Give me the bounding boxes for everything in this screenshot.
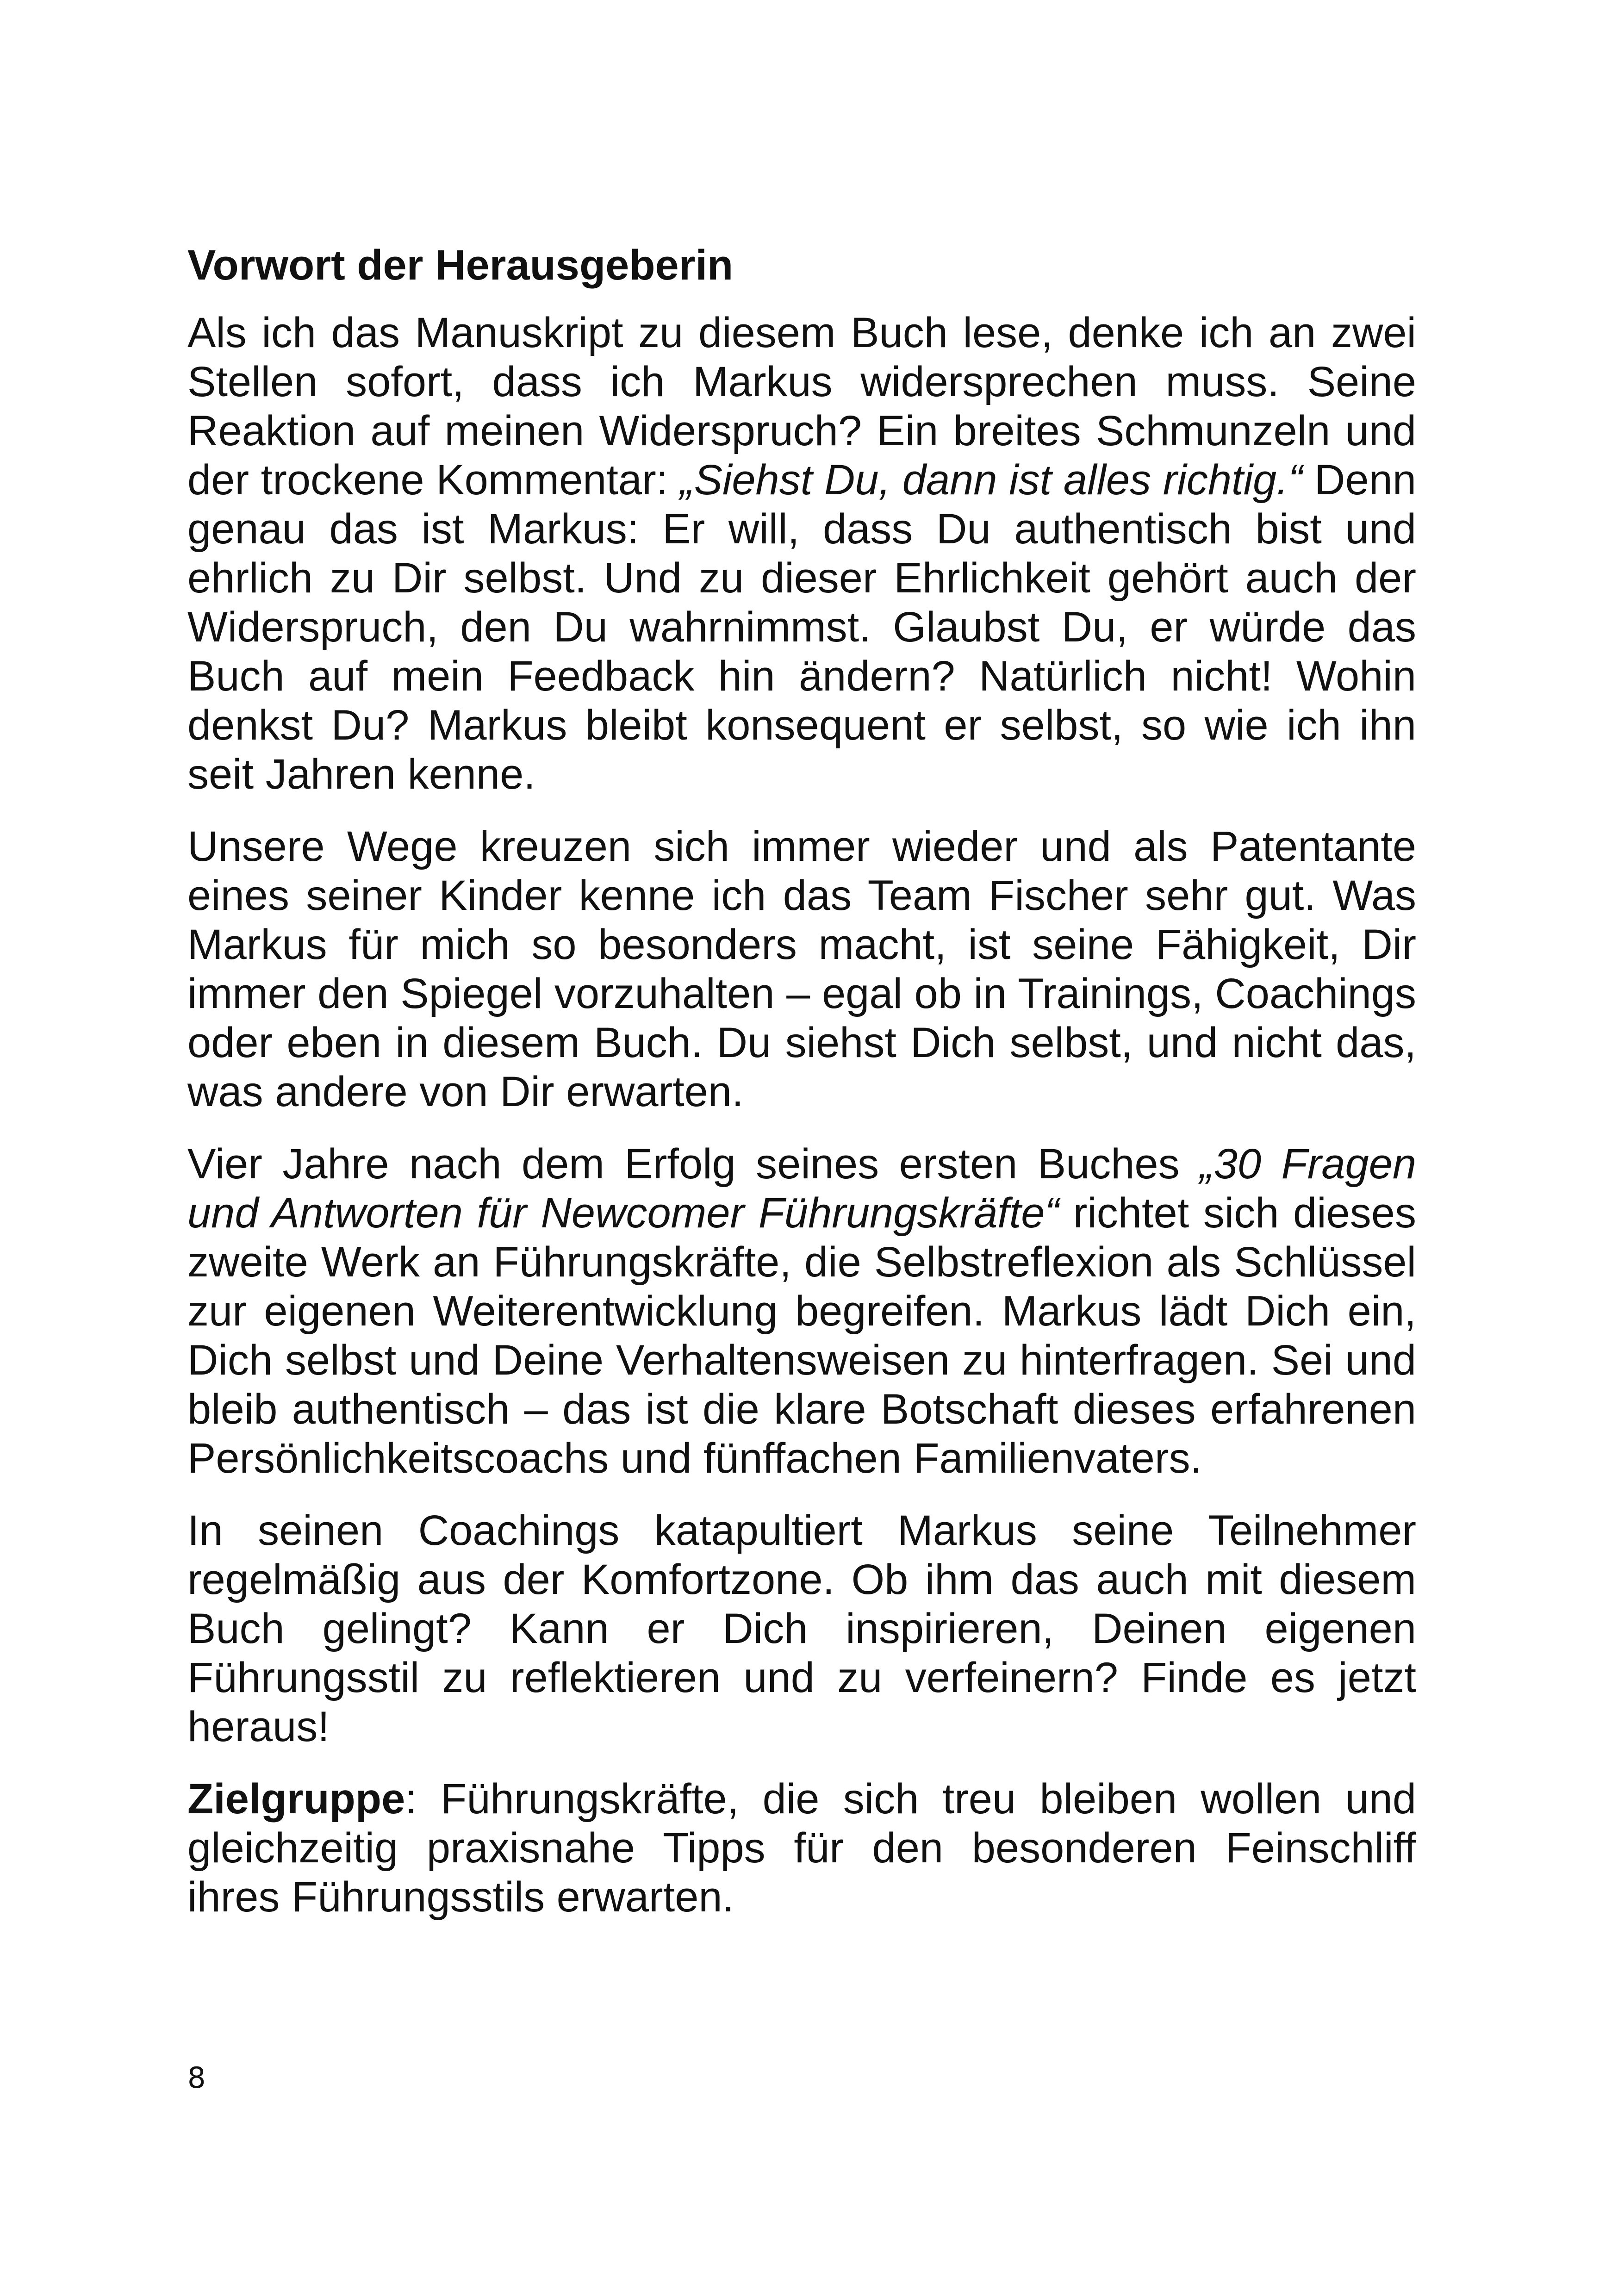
page-number: 8 — [187, 2061, 206, 2095]
paragraph-3 — [187, 1139, 1416, 1483]
document-page — [187, 241, 1416, 1945]
paragraph-5 — [187, 1774, 1416, 1922]
paragraph-3-text-a: Vier Jahre nach dem Erfolg seines ersten Buches — [187, 1140, 1200, 1188]
paragraph-1-text-b: Denn genau das ist Markus: Er will, dass Du authentisch bist und ehrlich zu Dir selbst. Und zu dieser Ehrlichkeit gehört auch der Widerspruch, den Du wahrnimmst. Glaubst Du, er würde das Buch auf mein Feedback hin ändern? Natürlich nicht! Wohin denkst Du? Markus bleibt konsequent er selbst, so wie ich ihn seit Jahren kenne. — [187, 456, 1416, 798]
page-title: Vorwort der Herausgeberin — [187, 242, 734, 289]
paragraph-4: In seinen Coachings katapultiert Markus seine Teilnehmer regelmäßig aus der Komfortzone. Ob ihm das auch mit diesem Buch gelingt? Kann er Dich inspirieren, Deinen eigenen Führungsstil zu reflektieren und zu verfeinern? Finde es jetzt heraus! — [187, 1507, 1416, 1750]
paragraph-3-text-b: richtet sich dieses zweite Werk an Führungskräfte, die Selbstreflexion als Schlüssel zur eigenen Weiterentwicklung begreifen. Markus lädt Dich ein, Dich selbst und Deine Verhaltensweisen zu hinterfragen. Sei und bleib authentisch – das ist die klare Botschaft dieses erfahrenen Persönlichkeitscoachs und fünffachen Familienvaters. — [187, 1189, 1416, 1482]
paragraph-1-text-a: Als ich das Manuskript zu diesem Buch lese, denke ich an zwei Stellen sofort, dass ich Markus widersprechen muss. Seine Reaktion auf meinen Widerspruch? Ein breites Schmunzeln und der trockene Kommentar: — [187, 309, 1416, 504]
paragraph-2: Unsere Wege kreuzen sich immer wieder und als Patentante eines seiner Kinder kenne ich das Team Fischer sehr gut. Was Markus für mich so besonders macht, ist seine Fähigkeit, Dir immer den Spiegel vorzuhalten – egal ob in Trainings, Coachings oder eben in diesem Buch. Du siehst Dich selbst, und nicht das, was andere von Dir erwarten. — [187, 823, 1416, 1115]
paragraph-1 — [187, 308, 1416, 799]
quote-text: „Siehst Du, dann ist alles richtig.“ — [679, 456, 1303, 504]
target-group-label: Zielgruppe — [187, 1775, 405, 1823]
target-group-text: : Führungskräfte, die sich treu bleiben wollen und gleichzeitig praxisnahe Tipps für den besonderen Feinschliff ihres Führungsstils erwarten. — [187, 1775, 1416, 1921]
book-title: „30 Fragen und Antworten für Newcomer Führungskräfte“ — [187, 1140, 1417, 1237]
